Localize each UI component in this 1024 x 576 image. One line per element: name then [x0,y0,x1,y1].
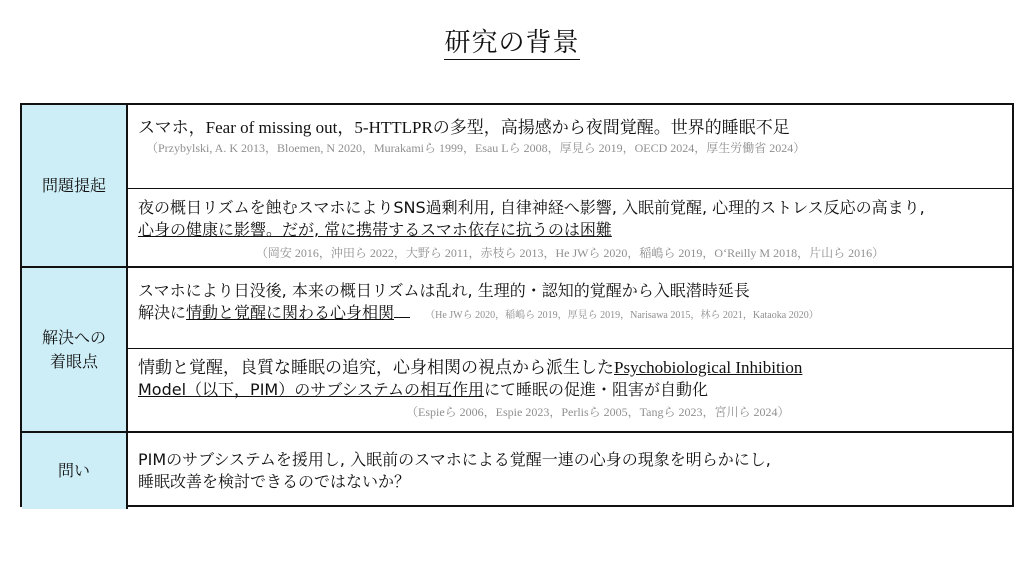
row-circadian-impact [128,189,1012,268]
row3-line2-underlined: 情動と覚醒に関わる心身相関 [186,303,395,322]
underline-tail [394,305,410,318]
row2-citation: （岡安 2016，沖田ら 2022，大野ら 2011，赤枝ら 2013，He JWら 2020，稲嶋ら 2019，O‘Reilly M 2018，片山ら 2016） [255,246,885,260]
row4-line1-prefix: 情動と覚醒，良質な睡眠の追究，心身相関の視点から派生した [138,358,614,377]
row-pim-model [128,349,1012,433]
row-research-question [128,433,1012,509]
row3-citation: （He JWら 2020，稲嶋ら 2019，厚見ら 2019，Narisawa 2015，林ら 2021，Kataoka 2020） [425,310,819,321]
row5-line1: PIMのサブシステムを援用し, 入眠前のスマホによる覚醒一連の心身の現象を明らかにし, [138,450,771,469]
label-question [22,433,128,509]
row4-line1 [138,357,1002,379]
row-smartphone-factors [128,105,1012,189]
label-problem [22,105,128,268]
slide-title [0,22,1024,59]
row4-line2-suffix: にて睡眠の促進・阻害が自動化 [483,380,708,399]
label-solution-line2: 着眼点 [49,351,98,371]
row5-line2: 睡眠改善を検討できるのではないか？ [138,472,411,491]
label-question-text: 問い [57,461,90,480]
row3-line1: スマホにより日没後, 本来の概日リズムは乱れ, 生理的・認知的覚醒から入眠潜時延長 [138,281,750,300]
row4-citation: （Espieら 2006，Espie 2023，Perlisら 2005，Tangら 2023，宮川ら 2024） [406,405,790,419]
row2-line1: 夜の概日リズムを蝕むスマホによりSNS過剰利用, 自律神経へ影響, 入眠前覚醒, 心理的ストレス反応の高まり, [138,198,925,217]
label-problem-text: 問題提起 [41,175,106,195]
row2-line2: 心身の健康に影響。だが, 常に携帯するスマホ依存に抗うのは困難 [138,220,612,239]
row4-line1-underlined: Psychobiological Inhibition [614,358,803,377]
row3-line2 [138,302,1002,327]
row3-line2-prefix: 解決に [138,303,187,322]
background-table [20,103,1014,507]
row4-line2 [138,379,1002,401]
row-sleep-latency [128,268,1012,349]
row1-citation: （Przybylski, A. K 2013，Bloemen, N 2020，Murakamiら 1999，Esau Lら 2008，厚見ら 2019，OECD 2024，厚生労働省 2024） [146,141,806,155]
label-solution [22,268,128,433]
label-solution-line1: 解決への [41,327,106,347]
row1-line1: スマホ，Fear of missing out，5-HTTLPRの多型，高揚感から夜間覚醒。世界的睡眠不足 [138,118,790,137]
slide-title-text: 研究の背景 [444,28,580,58]
row4-line2-underlined: Model（以下，PIM）のサブシステムの相互作用 [138,380,484,399]
